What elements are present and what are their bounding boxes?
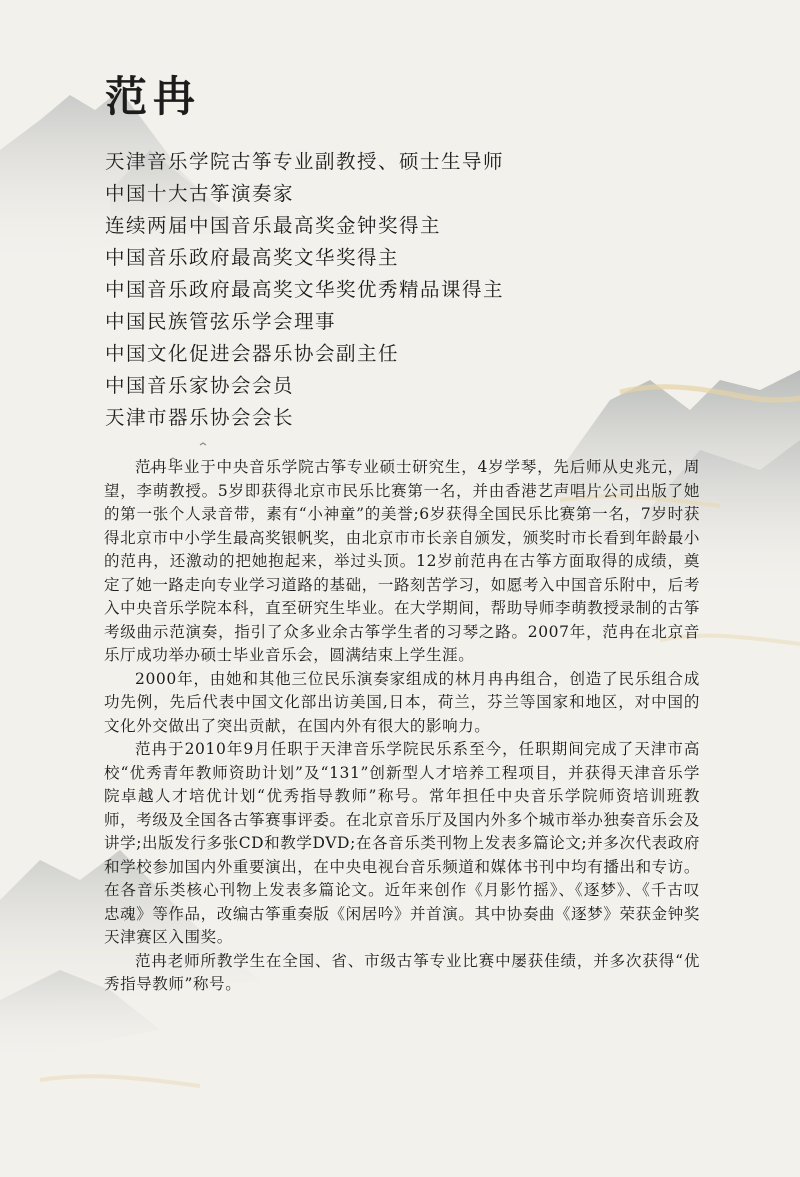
title-item: 中国音乐政府最高奖文华奖优秀精品课得主 xyxy=(105,278,505,301)
biography xyxy=(104,456,700,997)
title-item: 中国文化促进会器乐协会副主任 xyxy=(105,342,400,365)
title-item: 中国民族管弦乐学会理事 xyxy=(105,310,337,333)
bio-paragraph: 范冉毕业于中央音乐学院古筝专业硕士研究生，4岁学琴，先后师从史兆元，周望，李萌教授。5岁即获得北京市民乐比赛第一名，并由香港艺声唱片公司出版了她的第一张个人录音带，素有“小神童”的美誉;6岁获得全国民乐比赛第一名，7岁时获得北京市中小学生最高奖银帆奖，由北京市市长亲自颁发，颁奖时市长看到年龄最小的范冉，还激动的把她抱起来，举过头顶。12岁前范冉在古筝方面取得的成绩，奠定了她一路走向专业学习道路的基础，一路刻苦学习，如愿考入中国音乐附中，后考入中央音乐学院本科，直至研究生毕业。在大学期间，帮助导师李萌教授录制的古筝考级曲示范演奏，指引了众多业余古筝学生者的习琴之路。2007年，范冉在北京音乐厅成功举办硕士毕业音乐会，圆满结束上学生涯。 xyxy=(104,458,700,664)
title-item: 连续两届中国音乐最高奖金钟奖得主 xyxy=(105,214,442,237)
bio-paragraph: 范冉于2010年9月任职于天津音乐学院民乐系至今，任职期间完成了天津市高校“优秀青年教师资助计划”及“131”创新型人才培养工程项目，并获得天津音乐学院卓越人才培优计划“优秀指导教师”称号。常年担任中央音乐学院师资培训班教师，考级及全国各古筝赛事评委。在北京音乐厅及国内外多个城市举办独奏音乐会及讲学;出版发行多张CD和教学DVD;在各音乐类刊物上发表多篇论文;并多次代表政府和学校参加国内外重要演出，在中央电视台音乐频道和媒体书刊中均有播出和专访。在各音乐类核心刊物上发表多篇论文。近年来创作《月影竹摇》、《逐梦》、《千古叹忠魂》等作品，改编古筝重奏版《闲居吟》并首演。其中协奏曲《逐梦》荣获金钟奖天津赛区入围奖。 xyxy=(104,740,700,946)
title-item: 中国十大古筝演奏家 xyxy=(105,182,295,205)
bio-paragraph: 范冉老师所教学生在全国、省、市级古筝专业比赛中屡获佳绩，并多次获得“优秀指导教师”称号。 xyxy=(104,951,700,993)
person-name: 范冉 xyxy=(105,72,202,121)
title-item: 中国音乐政府最高奖文华奖得主 xyxy=(105,246,400,269)
title-item: 中国音乐家协会会员 xyxy=(105,374,295,397)
title-item: 天津市器乐协会会长 xyxy=(105,406,295,429)
titles-list xyxy=(105,146,504,434)
title-item: 天津音乐学院古筝专业副教授、硕士生导师 xyxy=(105,150,505,173)
bio-paragraph: 2000年，由她和其他三位民乐演奏家组成的林月冉冉组合，创造了民乐组合成功先例，先后代表中国文化部出访美国,日本，荷兰，芬兰等国家和地区，对中国的文化外交做出了突出贡献，在国内外有很大的影响力。 xyxy=(104,669,700,735)
